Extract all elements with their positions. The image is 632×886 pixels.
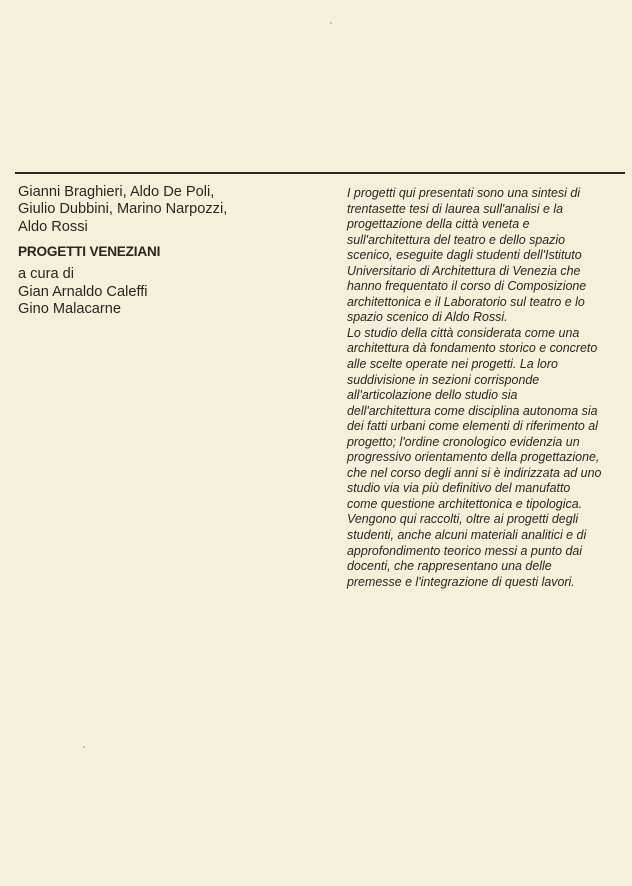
description-line: architettura dà fondamento storico e concreto <box>347 341 598 356</box>
authors-line: Gianni Braghieri, Aldo De Poli, <box>18 184 215 200</box>
description-column <box>347 186 629 590</box>
description-line: scenico, eseguite dagli studenti dell'Istituto <box>347 248 582 263</box>
description-line: architettonica e il Laboratorio sul teatro e lo <box>347 294 585 309</box>
description-line: suddivisione in sezioni corrisponde <box>347 372 540 387</box>
editors-block <box>18 266 318 318</box>
credits-column <box>18 184 318 318</box>
description-line: studio via via più definitivo del manufatto <box>347 481 571 496</box>
editor-name: Gian Arnaldo Caleffi <box>18 283 148 300</box>
description-line: spazio scenico di Aldo Rossi. <box>347 310 508 325</box>
description-line: sull'architettura del teatro e dello spazio <box>347 232 566 247</box>
description-line: docenti, che rappresentano una delle <box>347 559 552 574</box>
editors-intro: a cura di <box>18 266 74 283</box>
description-line: approfondimento teorico messi a punto dai <box>347 543 583 558</box>
description-line: all'articolazione dello studio sia <box>347 388 518 403</box>
description-line: come questione architettonica e tipologica. <box>347 496 583 511</box>
description-line: studenti, anche alcuni materiali analitici e di <box>347 528 587 543</box>
description-line: hanno frequentato il corso di Composizione <box>347 279 587 294</box>
description-line: Universitario di Architettura di Venezia che <box>347 263 581 278</box>
description-line: I progetti qui presentati sono una sintesi di <box>347 186 581 200</box>
paper-speck <box>330 22 332 24</box>
authors-block <box>18 184 318 236</box>
description-line: progetto; l'ordine cronologico evidenzia un <box>347 434 580 449</box>
description-line: progressivo orientamento della progettazione, <box>347 450 600 465</box>
description-line: dei fatti urbani come elementi di riferimento al <box>347 419 598 434</box>
book-title: PROGETTI VENEZIANI <box>18 244 161 260</box>
description-line: alle scelte operate nei progetti. La loro <box>347 357 558 372</box>
horizontal-rule <box>15 172 625 174</box>
authors-line: Giulio Dubbini, Marino Narpozzi, <box>18 201 228 218</box>
description-line: dell'architettura come disciplina autonoma sia <box>347 403 598 418</box>
editor-name: Gino Malacarne <box>18 301 122 318</box>
description-line: trentasette tesi di laurea sull'analisi e la <box>347 201 564 216</box>
description-line: premesse e l'integrazione di questi lavori. <box>347 574 575 589</box>
authors-line: Aldo Rossi <box>18 218 88 235</box>
description-line: progettazione della città veneta e <box>347 217 530 232</box>
description-line: Vengono qui raccolti, oltre ai progetti degli <box>347 512 579 527</box>
paper-speck <box>83 746 85 748</box>
description-line: Lo studio della città considerata come una <box>347 325 580 340</box>
description-line: che nel corso degli anni si è indirizzata ad uno <box>347 465 602 480</box>
